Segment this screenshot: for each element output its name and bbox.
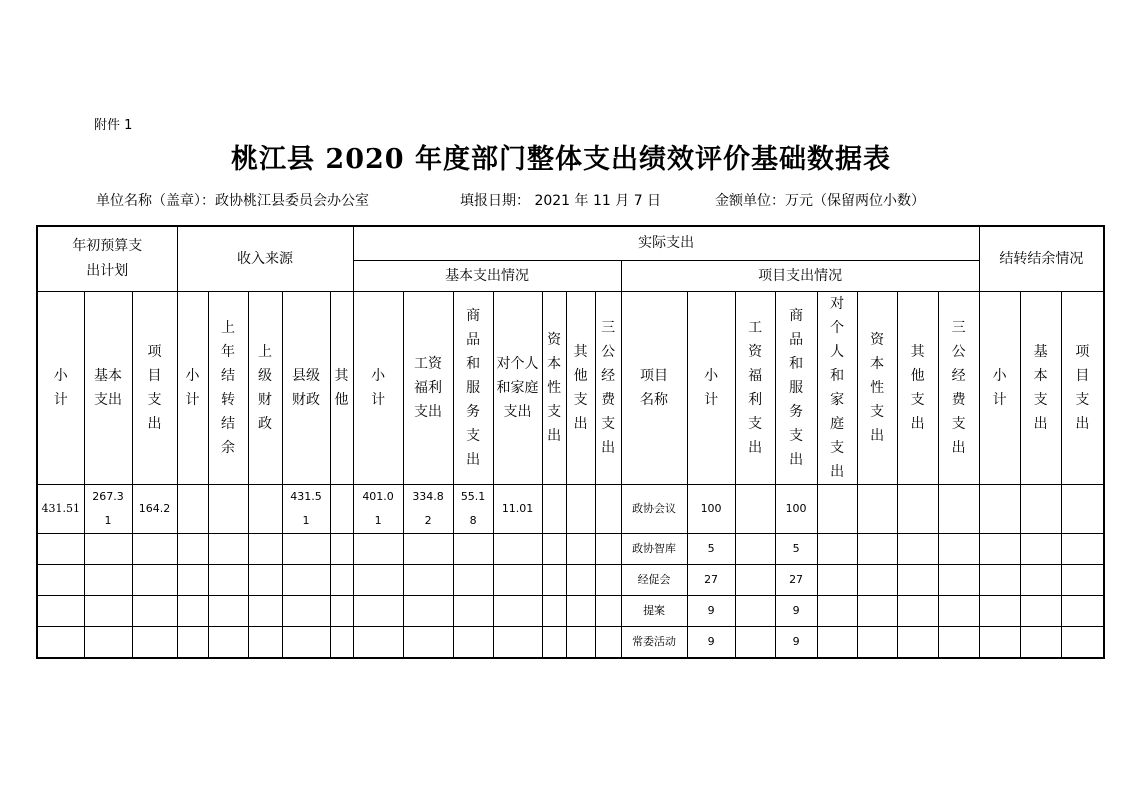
table-row (37, 534, 1104, 565)
project-total: 27 (687, 565, 735, 596)
col-basic-capital: 资本性支出 (542, 292, 566, 485)
col-project-goods: 商品和服务支出 (775, 292, 817, 485)
budget-project-value: 164.2 (132, 485, 177, 534)
carryover-group-header: 结转结余情况 (979, 226, 1104, 292)
col-budget-project: 项目支出 (132, 292, 177, 485)
project-total: 5 (687, 534, 735, 565)
col-carry-basic: 基本支出 (1020, 292, 1061, 485)
col-income-county: 县级财政 (282, 292, 330, 485)
budget-group-header: 年初预算支出计划 (37, 226, 177, 292)
col-basic-personal: 对个人和家庭支出 (493, 292, 542, 485)
page-title: 桃江县 2020 年度部门整体支出绩效评价基础数据表 (231, 144, 891, 175)
col-project-three: 三公经费支出 (938, 292, 979, 485)
col-project-personal: 对个人和家庭支出 (817, 292, 857, 485)
data-table (36, 225, 1105, 659)
col-carry-total: 小计 (979, 292, 1020, 485)
col-budget-basic: 基本支出 (84, 292, 132, 485)
col-income-total: 小计 (177, 292, 208, 485)
project-name: 经促会 (621, 565, 687, 596)
table-row (37, 485, 1104, 534)
col-basic-three: 三公经费支出 (595, 292, 621, 485)
basic-group-header: 基本支出情况 (353, 261, 621, 292)
basic-total-value: 401.01 (353, 485, 403, 534)
col-basic-salary: 工资福利支出 (403, 292, 453, 485)
table-row (37, 565, 1104, 596)
project-name: 政协智库 (621, 534, 687, 565)
project-group-header: 项目支出情况 (621, 261, 979, 292)
project-name: 提案 (621, 596, 687, 627)
fill-date: 填报日期： 2021 年 11 月 7 日 (460, 193, 662, 209)
project-goods: 5 (775, 534, 817, 565)
table-row (37, 596, 1104, 627)
col-project-capital: 资本性支出 (857, 292, 897, 485)
budget-basic-value: 267.31 (84, 485, 132, 534)
col-basic-other: 其他支出 (566, 292, 595, 485)
project-goods: 9 (775, 596, 817, 627)
project-goods: 27 (775, 565, 817, 596)
col-basic-total: 小计 (353, 292, 403, 485)
col-project-other: 其他支出 (897, 292, 938, 485)
project-total: 100 (687, 485, 735, 534)
income-group-header: 收入来源 (177, 226, 353, 292)
budget-total-value: 431.51 (37, 485, 84, 534)
project-name: 常委活动 (621, 627, 687, 659)
col-project-name: 项目名称 (621, 292, 687, 485)
basic-personal-value: 11.01 (493, 485, 542, 534)
project-goods: 9 (775, 627, 817, 659)
project-total: 9 (687, 627, 735, 659)
project-name: 政协会议 (621, 485, 687, 534)
basic-salary-value: 334.82 (403, 485, 453, 534)
col-income-superior: 上级财政 (248, 292, 282, 485)
col-project-salary: 工资福利支出 (735, 292, 775, 485)
amount-unit: 金额单位：万元（保留两位小数） (715, 193, 925, 209)
col-carry-project: 项目支出 (1061, 292, 1104, 485)
unit-name: 单位名称（盖章）：政协桃江县委员会办公室 (96, 193, 369, 209)
col-basic-goods: 商品和服务支出 (453, 292, 493, 485)
table-row (37, 627, 1104, 659)
income-county-value: 431.51 (282, 485, 330, 534)
project-goods: 100 (775, 485, 817, 534)
attachment-label: 附件 1 (94, 118, 133, 133)
col-income-other: 其他 (330, 292, 353, 485)
col-income-carryover: 上年结转结余 (208, 292, 248, 485)
col-budget-total: 小计 (37, 292, 84, 485)
col-project-total: 小计 (687, 292, 735, 485)
project-total: 9 (687, 596, 735, 627)
basic-goods-value: 55.18 (453, 485, 493, 534)
actual-group-header: 实际支出 (353, 226, 979, 261)
